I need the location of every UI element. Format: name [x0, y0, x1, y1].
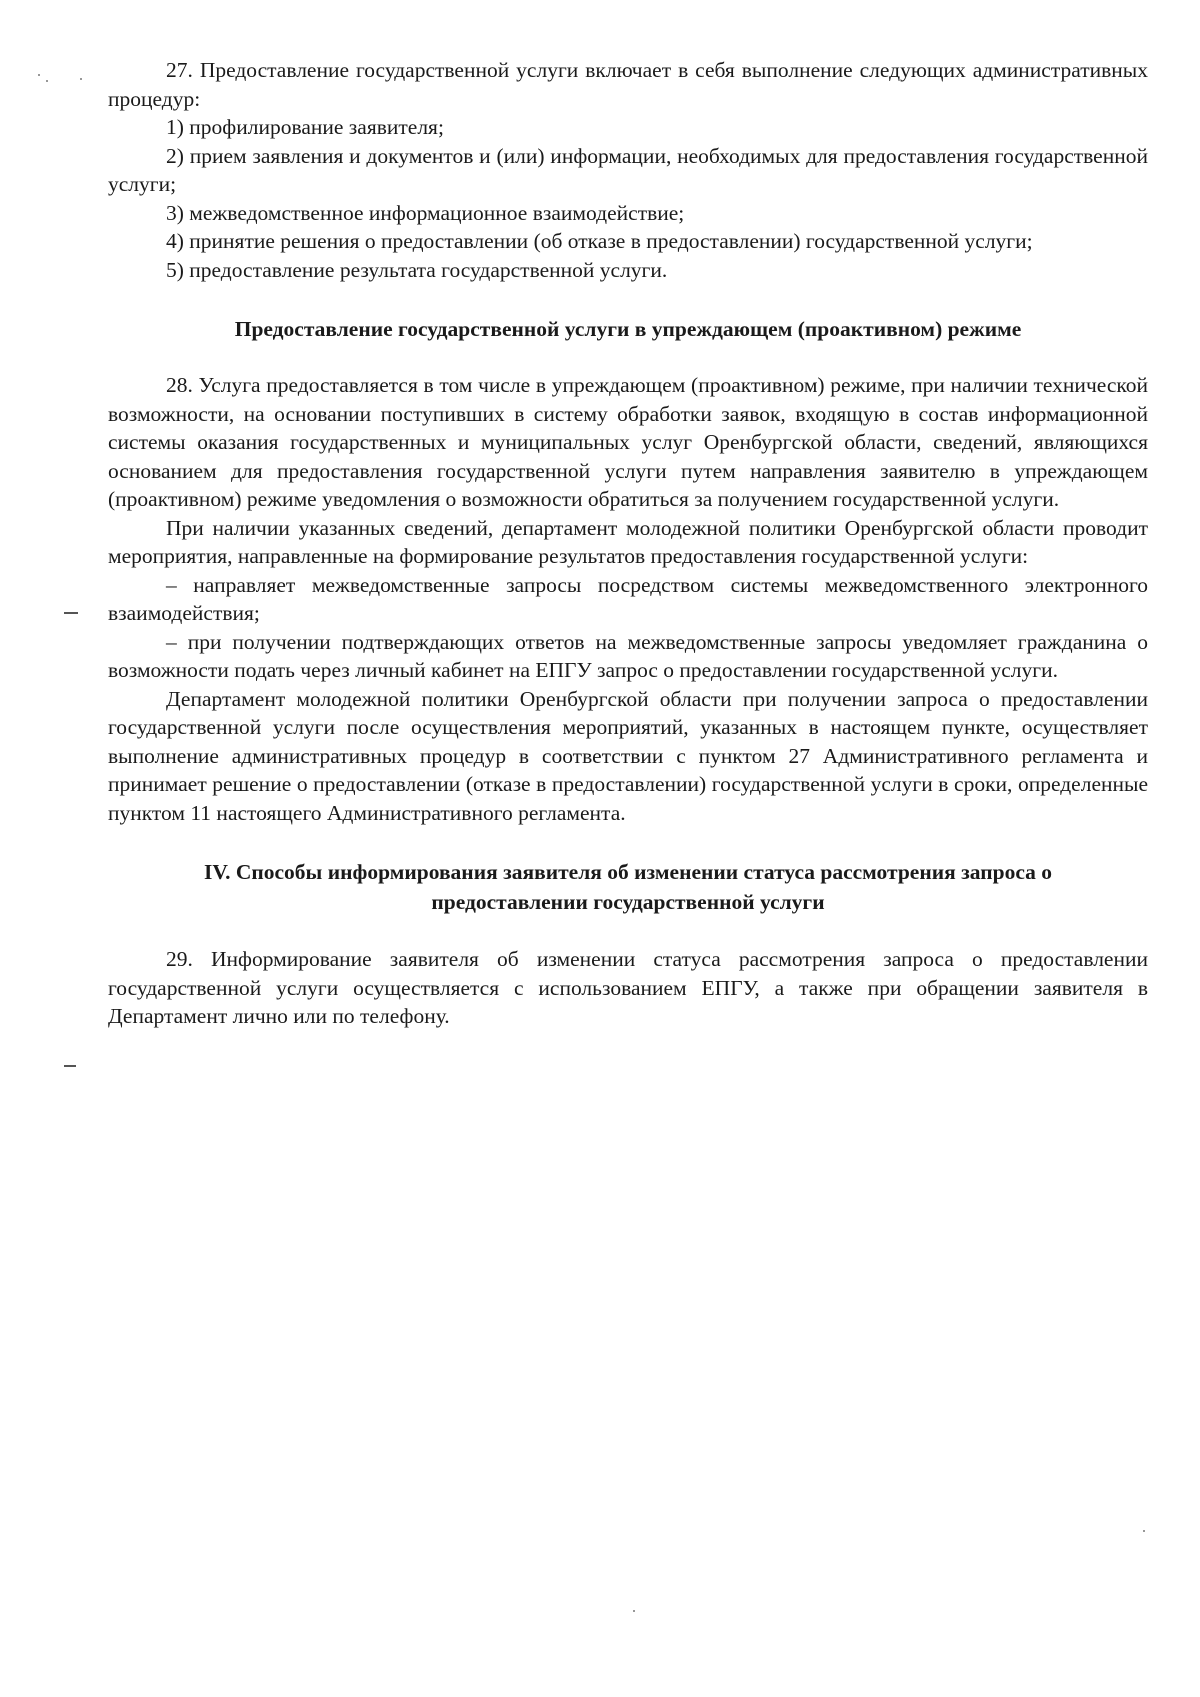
procedure-item-5: 5) предоставление результата государственной услуги.	[166, 257, 668, 282]
scan-speck	[633, 1610, 635, 1612]
procedure-item-1: 1) профилирование заявителя;	[166, 115, 444, 139]
margin-mark	[64, 612, 78, 614]
scan-speck	[46, 80, 48, 82]
heading-section-iv	[108, 857, 1148, 917]
heading-section-iv-line2: предоставлении государственной услуги	[431, 890, 825, 914]
paragraph-28-department: Департамент молодежной политики Оренбургской области при получении запроса о предоставлении государственной услуги после осуществления мероприятий, указанных в настоящем пункте, осуществляет выполнение административных процедур в соответствии с пунктом 27 Административного регламента и принимает решение о предоставлении (отказе в предоставлении) государственной услуги в сроки, определенные пунктом 11 настоящего Административного регламента.	[108, 686, 1148, 825]
heading-section-iv-line1: IV. Способы информирования заявителя об изменении статуса рассмотрения запроса о	[203, 860, 1053, 884]
scan-speck	[38, 74, 40, 76]
paragraph-29: 29. Информирование заявителя об изменении статуса рассмотрения запроса о предоставлении государственной услуги осуществляется с использованием ЕПГУ, а также при обращении заявителя в Департамент лично или по телефону.	[108, 947, 1148, 1028]
bullet-interagency-requests: – направляет межведомственные запросы посредством системы межведомственного электронного взаимодействия;	[108, 572, 1148, 625]
bullet-notify-citizen: – при получении подтверждающих ответов на межведомственные запросы уведомляет гражданина о возможности подать через личный кабинет на ЕПГУ запрос о предоставлении государственной услуги.	[108, 629, 1148, 682]
paragraph-28-measures: При наличии указанных сведений, департамент молодежной политики Оренбургской области проводит мероприятия, направленные на формирование результатов предоставления государственной услуги:	[108, 515, 1148, 568]
heading-proactive-mode: Предоставление государственной услуги в упреждающем (проактивном) режиме	[234, 317, 1022, 341]
procedure-item-4: 4) принятие решения о предоставлении (об отказе в предоставлении) государственной услуги;	[166, 229, 1033, 253]
paragraph-27: 27. Предоставление государственной услуги включает в себя выполнение следующих административных процедур:	[108, 58, 1148, 111]
scan-speck	[1143, 1530, 1145, 1532]
paragraph-28: 28. Услуга предоставляется в том числе в упреждающем (проактивном) режиме, при наличии технической возможности, на основании поступивших в систему обработки заявок, входящую в состав информационной системы оказания государственных и муниципальных услуг Оренбургской области, сведений, являющихся основанием для предоставления государственной услуги путем направления заявителю в упреждающем (проактивном) режиме уведомления о возможности обратиться за получением государственной услуги.	[108, 373, 1148, 511]
procedure-item-2: 2) прием заявления и документов и (или) информации, необходимых для предоставления государственной услуги;	[108, 143, 1148, 196]
procedure-item-3: 3) межведомственное информационное взаимодействие;	[166, 200, 685, 225]
margin-mark	[64, 1065, 76, 1067]
document-page	[108, 56, 1148, 1031]
scan-speck	[80, 78, 82, 80]
